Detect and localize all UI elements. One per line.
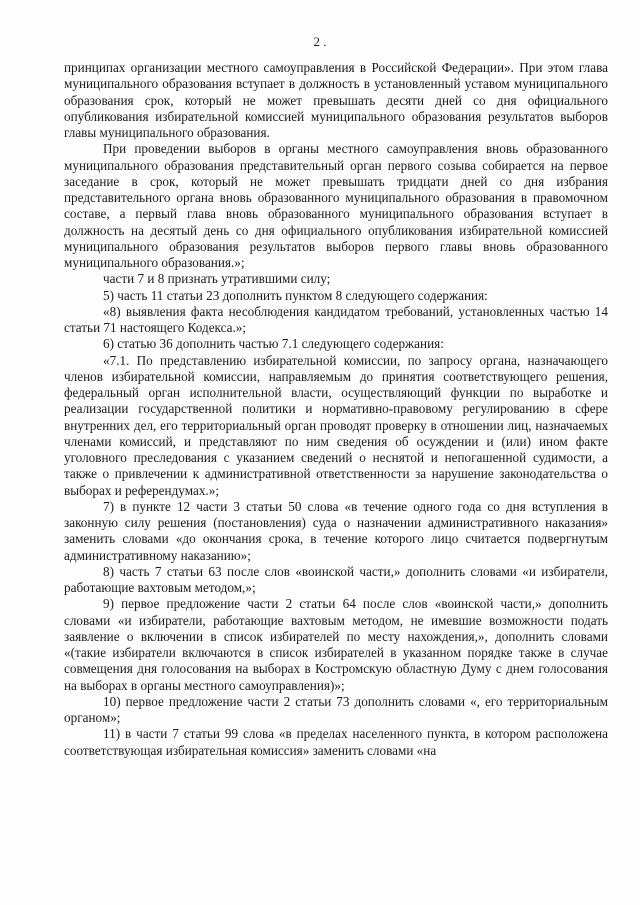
paragraph: 8) часть 7 статьи 63 после слов «воинской части,» дополнить словами «и избиратели, работающие вахтовым методом,»; (64, 563, 608, 595)
paragraph: При проведении выборов в органы местного самоуправления вновь образованного муниципального образования представительный орган первого созыва собирается на первое заседание в срок, который не может превышать тридцати дней со дня избрания представительного органа вновь образованного муниципального образования в правомочном составе, а первый глава вновь образованного муниципального образования вступает в должность на десятый день со дня официального опубликования избирательной комиссией муниципального образования результатов выборов первого главы вновь образованного муниципального образования.»; (64, 141, 608, 270)
paragraph: 10) первое предложение части 2 статьи 73 дополнить словами «, его территориальным органом»; (64, 693, 608, 725)
document-body (64, 60, 608, 759)
paragraph: части 7 и 8 признать утратившими силу; (103, 271, 331, 287)
paragraph: 9) первое предложение части 2 статьи 64 после слов «воинской части,» дополнить словами «и избиратели, работающие вахтовым методом, не имевшие возможности подать заявление о включении в список избирателей по месту нахождения,», дополнить словами «(такие избиратели включаются в список избирателей в указанном порядке также в случае совмещения дня голосования на выборах в Костромскую областную Думу с днем голосования на выборах в органы местного самоуправления)»; (64, 596, 608, 693)
paragraph: «8) выявления факта несоблюдения кандидатом требований, установленных частью 14 статьи 71 настоящего Кодекса.»; (64, 303, 608, 335)
paragraph: 7) в пункте 12 части 3 статьи 50 слова «в течение одного года со дня вступления в законную силу решения (постановления) суда о назначении административного наказания» заменить словами «до окончания срока, в течение которого лицо считается подвергнутым административному наказанию»; (64, 498, 608, 563)
paragraph: 6) статью 36 дополнить частью 7.1 следующего содержания: (103, 336, 444, 352)
paragraph: 5) часть 11 статьи 23 дополнить пунктом 8 следующего содержания: (103, 287, 488, 303)
paragraph: 11) в части 7 статьи 99 слова «в пределах населенного пункта, в котором расположена соответствующая избирательная комиссия» заменить словами «на (64, 726, 608, 758)
paragraph: «7.1. По представлению избирательной комиссии, по запросу органа, назначающего членов избирательной комиссии, направляемым до принятия соответствующего решения, федеральный орган исполнительной власти, осуществляющий функции по выработке и реализации государственной политики и нормативно-правовому регулированию в сфере внутренних дел, его территориальный орган проводят проверку в отношении лиц, назначаемых членами комиссий, и представляют по ним сведения об осуждении и (или) ином факте уголовного преследования с указанием сведений о неснятой и непогашенной судимости, а также о привлечении к административной ответственности за нарушение законодательства о выборах и референдумах.»; (64, 352, 608, 498)
paragraph: принципах организации местного самоуправления в Российской Федерации». При этом глава муниципального образования вступает в должность в установленный уставом муниципального образования срок, который не может превышать десяти дней со дня официального опубликования избирательной комиссией муниципального образования результатов выборов главы муниципального образования. (64, 60, 608, 140)
page-number: 2 . (313, 34, 327, 49)
